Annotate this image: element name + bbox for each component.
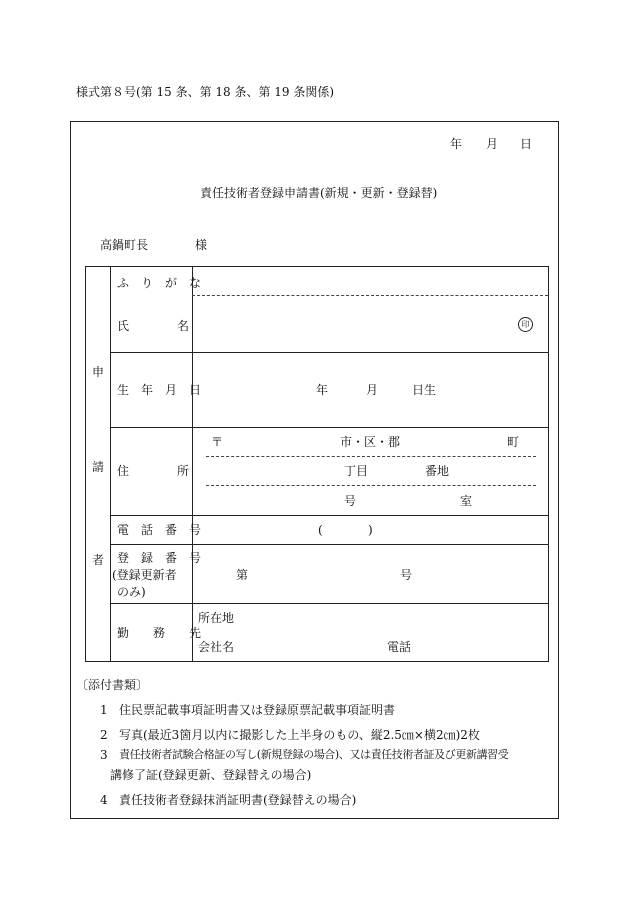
postal-mark: 〒: [211, 435, 224, 449]
applicant-label-2: 請: [92, 460, 105, 474]
furigana-label: ふ り が な: [117, 276, 202, 290]
addressee: 高鍋町長: [100, 238, 149, 252]
birthdate-month: 月: [366, 383, 379, 397]
banchi-label: 番地: [425, 464, 450, 478]
attachment-text-3-cont: 講修了証(登録更新、登録替えの場合): [110, 768, 312, 782]
attachment-text-4: 責任技術者登録抹消証明書(登録替えの場合): [119, 793, 357, 807]
phone-open-paren: (: [318, 523, 323, 537]
registration-label-3: のみ): [117, 585, 146, 599]
applicant-label-3: 者: [92, 553, 105, 567]
workplace-company: 会社名: [198, 640, 235, 654]
form-number: 様式第８号(第 15 条、第 18 条、第 19 条関係): [76, 85, 335, 99]
chome-label: 丁目: [344, 464, 369, 478]
phone-label: 電 話 番 号: [117, 523, 202, 537]
registration-label-1: 登 録 番 号: [117, 551, 202, 565]
registration-suffix: 号: [400, 568, 413, 582]
birthdate-label: 生 年 月 日: [117, 383, 202, 397]
workplace-label: 勤 務 先: [117, 626, 202, 640]
city-options: 市・区・郡: [340, 435, 401, 449]
town-label: 町: [507, 435, 520, 449]
workplace-phone: 電話: [387, 640, 412, 654]
furigana-divider: [192, 295, 548, 296]
name-label: 氏 名: [117, 319, 190, 333]
registration-label-2: (登録更新者: [112, 568, 177, 582]
date-month-label: 月: [486, 137, 499, 151]
seal-mark: 印: [518, 317, 533, 332]
attachments-heading: 〔添付書類〕: [76, 678, 149, 692]
attachment-num-2: 2: [100, 728, 108, 742]
phone-close-paren: ): [368, 523, 373, 537]
birthdate-year: 年: [316, 383, 329, 397]
attachment-text-1: 住民票記載事項証明書又は登録原票記載事項証明書: [119, 703, 396, 717]
registration-prefix: 第: [236, 568, 249, 582]
document-title: 責任技術者登録申請書(新規・更新・登録替): [200, 186, 438, 200]
date-day-label: 日: [520, 137, 533, 151]
birthdate-day: 日生: [412, 383, 437, 397]
workplace-location: 所在地: [198, 611, 235, 625]
honorific: 様: [195, 238, 208, 252]
applicant-label-1: 申: [92, 365, 105, 379]
address-divider-1: [206, 456, 536, 457]
attachment-num-1: 1: [100, 703, 108, 717]
room-label: 室: [460, 494, 473, 508]
date-year-label: 年: [450, 137, 463, 151]
go-label: 号: [344, 494, 357, 508]
address-divider-2: [206, 485, 536, 486]
attachment-num-3: 3: [100, 748, 108, 762]
attachment-num-4: 4: [100, 793, 108, 807]
address-label: 住 所: [117, 464, 190, 478]
attachment-text-3: 責任技術者試験合格証の写し(新規登録の場合)、又は責任技術者証及び更新講習受: [119, 748, 509, 761]
attachment-text-2: 写真(最近3箇月以内に撮影した上半身のもの、縦2.5㎝×横2㎝)2枚: [119, 728, 480, 742]
